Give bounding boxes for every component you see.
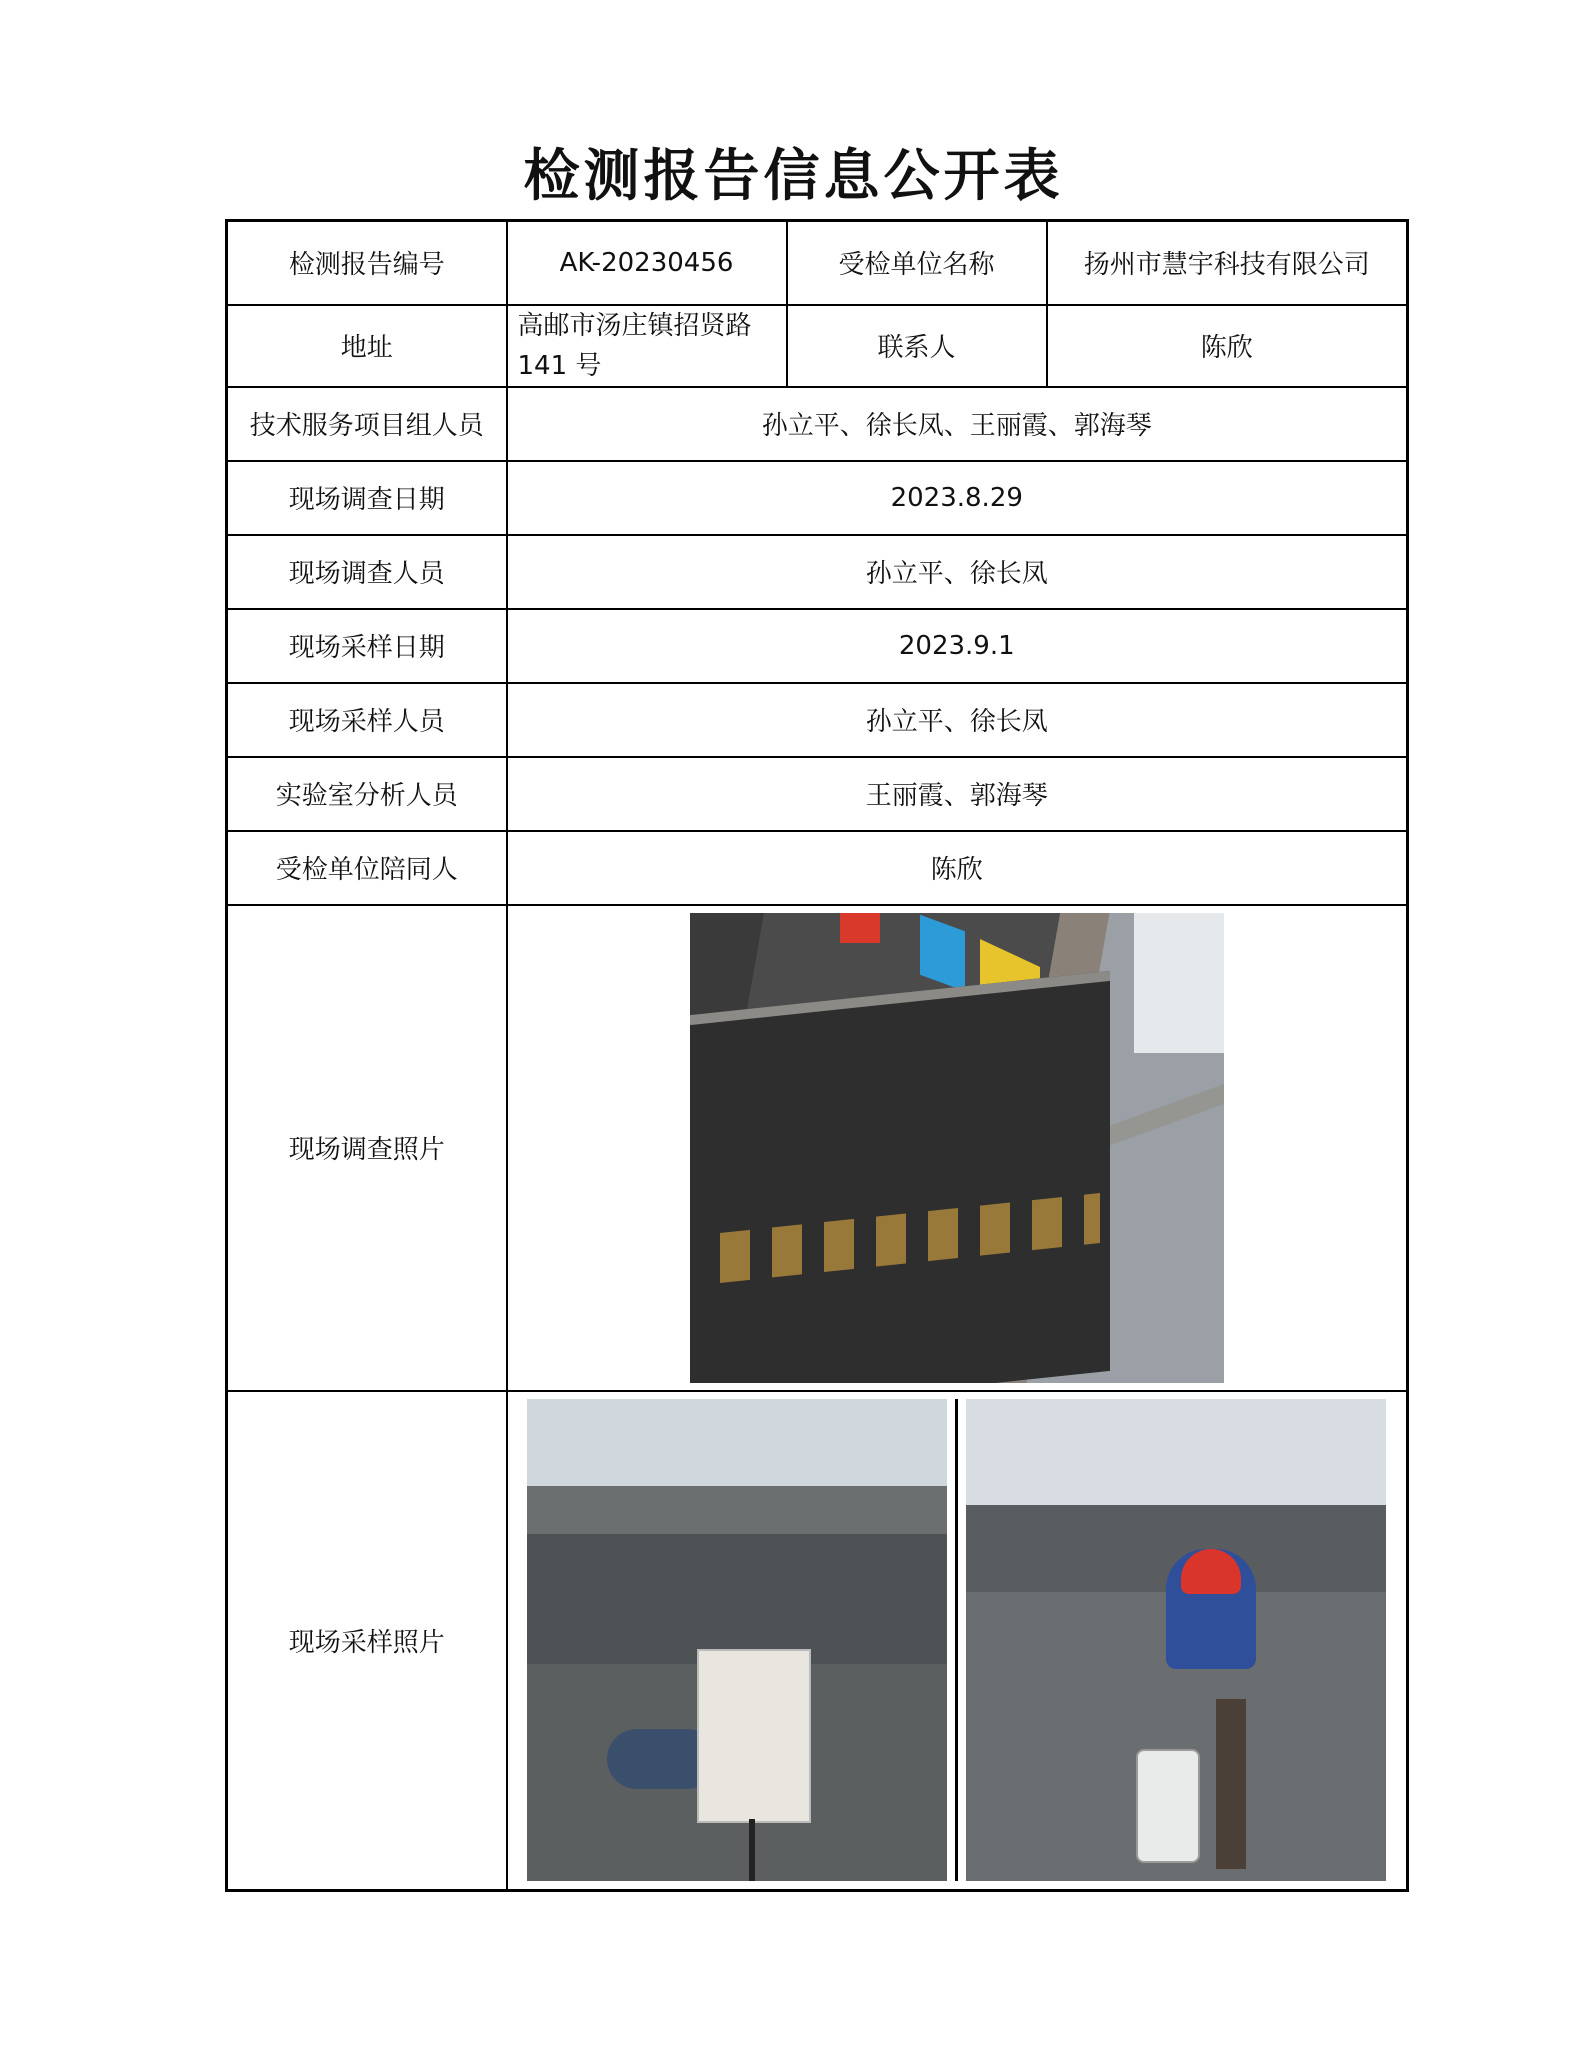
page-title: 检测报告信息公开表 <box>523 143 1064 209</box>
survey-staff-value: 孙立平、徐长凤 <box>507 535 1408 609</box>
pipe <box>1216 1699 1246 1869</box>
escort-value: 陈欣 <box>507 831 1408 905</box>
flag-red <box>840 913 880 943</box>
table-row <box>227 831 1408 905</box>
table-row <box>227 387 1408 461</box>
flag-blue <box>920 914 965 990</box>
survey-photo-sky <box>1134 913 1224 1053</box>
tripod <box>749 1819 755 1881</box>
address-value <box>507 305 787 387</box>
survey-date-label: 现场调查日期 <box>227 461 507 535</box>
survey-photo-cell <box>507 905 1408 1391</box>
table-row <box>227 683 1408 757</box>
sampling-photo-2 <box>966 1399 1386 1881</box>
sampling-date-value: 2023.9.1 <box>507 609 1408 683</box>
address-label: 地址 <box>227 305 507 387</box>
sampling-staff-label: 现场采样人员 <box>227 683 507 757</box>
contact-value: 陈欣 <box>1047 305 1408 387</box>
table-row <box>227 1391 1408 1891</box>
lab-staff-label: 实验室分析人员 <box>227 757 507 831</box>
table-row <box>227 305 1408 387</box>
contact-label: 联系人 <box>787 305 1047 387</box>
sampling-photo-1 <box>527 1399 947 1881</box>
escort-label: 受检单位陪同人 <box>227 831 507 905</box>
photo-divider <box>955 1399 958 1881</box>
survey-photo-label: 现场调查照片 <box>227 905 507 1391</box>
unit-name-value: 扬州市慧宇科技有限公司 <box>1047 221 1408 305</box>
report-no-label: 检测报告编号 <box>227 221 507 305</box>
survey-staff-label: 现场调查人员 <box>227 535 507 609</box>
sampling-date-label: 现场采样日期 <box>227 609 507 683</box>
report-info-table <box>225 219 1409 1892</box>
tech-team-value: 孙立平、徐长凤、王丽霞、郭海琴 <box>507 387 1408 461</box>
table-row <box>227 757 1408 831</box>
lab-staff-value: 王丽霞、郭海琴 <box>507 757 1408 831</box>
survey-date-value: 2023.8.29 <box>507 461 1408 535</box>
address-line-2: 141 号 <box>517 350 602 381</box>
table-row <box>227 905 1408 1391</box>
sampling-photos <box>518 1399 1397 1881</box>
sampling-photo-cell <box>507 1391 1408 1891</box>
table-row <box>227 535 1408 609</box>
address-line-1: 高邮市汤庄镇招贤路 <box>517 310 752 341</box>
sampler-box <box>697 1649 811 1823</box>
company-plaque <box>690 970 1110 1382</box>
table-row <box>227 609 1408 683</box>
table-row <box>227 461 1408 535</box>
tech-team-label: 技术服务项目组人员 <box>227 387 507 461</box>
table-row <box>227 221 1408 305</box>
sound-level-meter <box>1136 1749 1200 1863</box>
sampling-staff-value: 孙立平、徐长凤 <box>507 683 1408 757</box>
sampling-photo-label: 现场采样照片 <box>227 1391 507 1891</box>
report-no-value: AK-20230456 <box>507 221 787 305</box>
unit-name-label: 受检单位名称 <box>787 221 1047 305</box>
survey-photo <box>690 913 1224 1383</box>
